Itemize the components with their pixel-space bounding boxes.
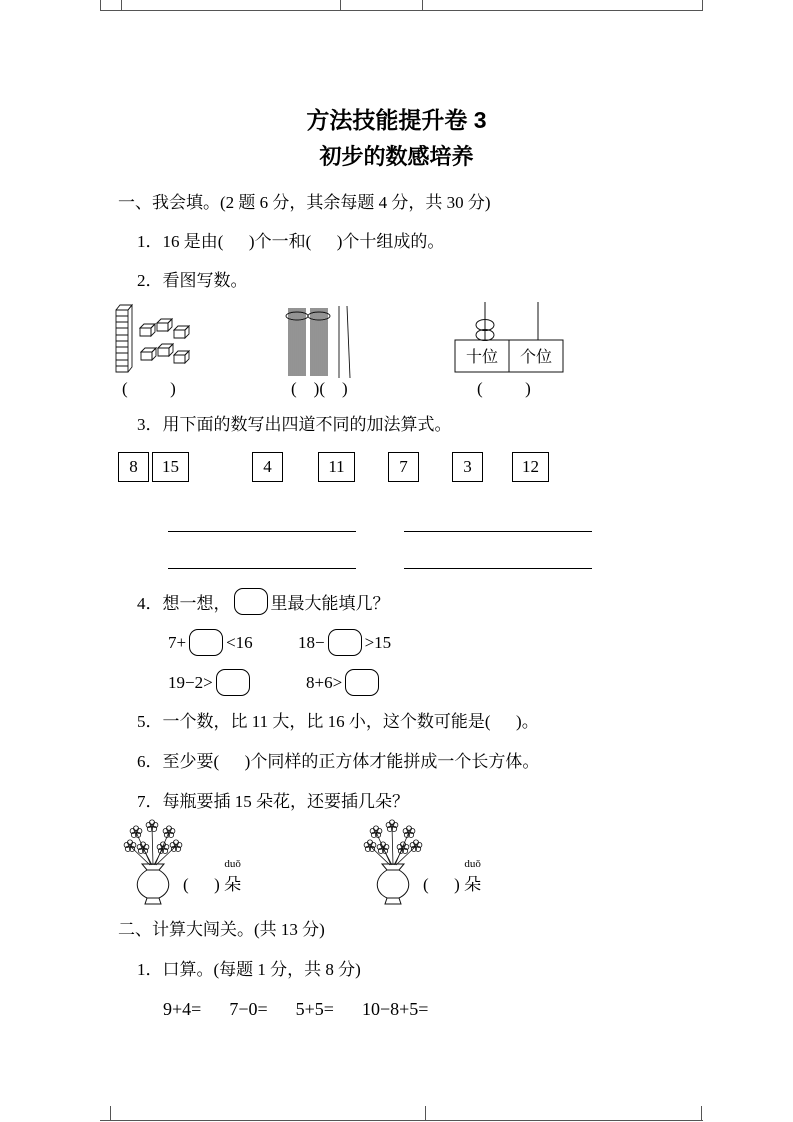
answer-blank-counter: ( ) bbox=[477, 379, 531, 398]
number-card-11: 11 bbox=[318, 452, 355, 482]
place-value-counter-figure bbox=[452, 300, 567, 374]
answer-flowers-1 bbox=[183, 858, 241, 895]
answer-line bbox=[404, 531, 592, 532]
answer-blank-sticks: ( )( ) bbox=[291, 379, 348, 398]
stick-bundles-figure bbox=[284, 296, 359, 382]
equation-text: >15 bbox=[364, 632, 392, 652]
equation-text: <16 bbox=[226, 632, 253, 652]
answer-rounded-box bbox=[234, 588, 268, 615]
flower-vase-figure bbox=[116, 818, 191, 910]
equation-2 bbox=[298, 629, 391, 656]
oral-calc-problem: 10−8+5= bbox=[361, 999, 429, 1019]
answer-line bbox=[168, 568, 356, 569]
equation-3 bbox=[168, 669, 253, 696]
answer-line bbox=[168, 531, 356, 532]
oral-calc-problem: 9+4= bbox=[163, 999, 202, 1019]
ones-place-label: 个位 bbox=[519, 349, 553, 366]
equation-text: 8+6> bbox=[306, 672, 343, 692]
number-card-15: 15 bbox=[152, 452, 189, 482]
number-card-4: 4 bbox=[252, 452, 283, 482]
answer-blank-cubes: ( ) bbox=[122, 379, 176, 398]
unit-label: 朵 bbox=[224, 875, 242, 894]
page-edge-artifact bbox=[701, 1106, 702, 1121]
answer-rounded-box bbox=[328, 629, 362, 656]
answer-rounded-box bbox=[216, 669, 250, 696]
number-card-3: 3 bbox=[452, 452, 483, 482]
section1-heading: 一、我会填。(2 题 6 分，其余每题 4 分，共 30 分) bbox=[118, 193, 491, 212]
number-card-8: 8 bbox=[118, 452, 149, 482]
equation-4 bbox=[306, 669, 382, 696]
oral-calc-problem: 5+5= bbox=[295, 999, 334, 1019]
page-title: 方法技能提升卷 3 bbox=[306, 107, 487, 133]
pinyin-label: duǒ bbox=[224, 858, 241, 870]
base-ten-cubes-figure bbox=[110, 300, 205, 378]
page-edge-artifact bbox=[422, 0, 423, 10]
page-edge-artifact bbox=[121, 0, 122, 10]
question-2-label: 2．看图写数。 bbox=[137, 271, 248, 290]
question-4-label-post: 里最大能填几？ bbox=[270, 594, 390, 613]
question-4-label bbox=[137, 588, 390, 615]
question-5: 5．一个数，比 11 大，比 16 小，这个数可能是( )。 bbox=[137, 712, 539, 731]
answer-blank: ( ) bbox=[423, 875, 465, 894]
question-4-label-pre: 4．想一想， bbox=[137, 594, 231, 613]
page-edge-artifact bbox=[340, 0, 341, 10]
number-card-7: 7 bbox=[388, 452, 419, 482]
unit-label: 朵 bbox=[464, 875, 482, 894]
equation-text: 18− bbox=[298, 632, 325, 652]
question-6: 6．至少要( )个同样的正方体才能拼成一个长方体。 bbox=[137, 752, 540, 771]
tens-place-label: 十位 bbox=[465, 349, 499, 366]
section2-heading: 二、计算大闯关。(共 13 分) bbox=[118, 920, 325, 939]
page-edge-artifact bbox=[110, 1106, 111, 1121]
cube-tower bbox=[116, 305, 132, 372]
pinyin-label: duǒ bbox=[464, 858, 481, 870]
answer-line bbox=[404, 568, 592, 569]
flower-vase-figure bbox=[356, 818, 431, 910]
oral-calc-problems bbox=[163, 999, 428, 1020]
question-7-label: 7．每瓶要插 15 朵花，还要插几朵？ bbox=[137, 792, 409, 811]
page-edge-artifact bbox=[100, 10, 703, 11]
number-card-12: 12 bbox=[512, 452, 549, 482]
oral-calc-problem: 7−0= bbox=[229, 999, 268, 1019]
equation-text: 7+ bbox=[168, 632, 187, 652]
question-1: 1．16 是由( )个一和( )个十组成的。 bbox=[137, 232, 445, 251]
page-edge-artifact bbox=[100, 1120, 703, 1121]
answer-rounded-box bbox=[345, 669, 379, 696]
answer-rounded-box bbox=[189, 629, 223, 656]
answer-flowers-2 bbox=[423, 858, 481, 895]
page-subtitle: 初步的数感培养 bbox=[319, 144, 474, 169]
page-edge-artifact bbox=[100, 0, 101, 10]
page-edge-artifact bbox=[702, 0, 703, 10]
equation-text: 19−2> bbox=[168, 672, 213, 692]
page-edge-artifact bbox=[425, 1106, 426, 1121]
equation-1 bbox=[168, 629, 253, 656]
question-3-label: 3．用下面的数写出四道不同的加法算式。 bbox=[137, 415, 452, 434]
section2-q1-label: 1．口算。(每题 1 分，共 8 分) bbox=[137, 960, 361, 979]
answer-blank: ( ) bbox=[183, 875, 225, 894]
